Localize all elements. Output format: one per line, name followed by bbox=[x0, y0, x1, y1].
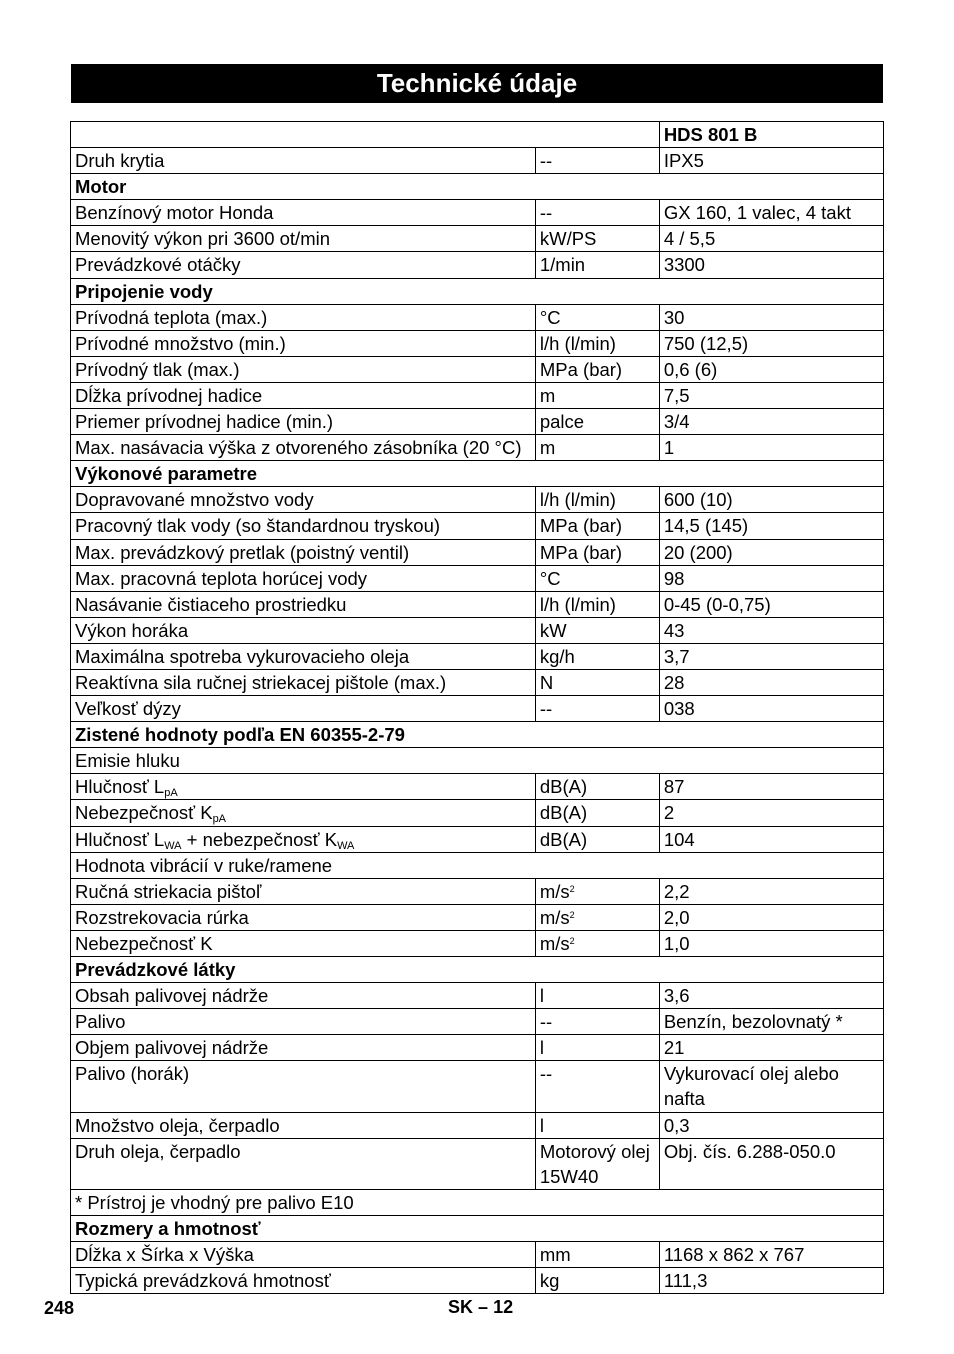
row-label bbox=[71, 409, 536, 435]
row-value: 4 / 5,5 bbox=[659, 226, 883, 252]
row-label-text: Dĺžka x Šírka x Výška bbox=[75, 1244, 254, 1266]
row-unit bbox=[535, 800, 659, 826]
row-label bbox=[71, 669, 536, 695]
row-unit bbox=[535, 356, 659, 382]
row-unit bbox=[535, 669, 659, 695]
row-label-text: Palivo bbox=[75, 1011, 126, 1033]
table-row bbox=[71, 643, 884, 669]
row-unit bbox=[535, 930, 659, 956]
row-label bbox=[71, 382, 536, 408]
row-label bbox=[71, 930, 536, 956]
row-label-text: Max. nasávacia výška z otvoreného zásobníka (20 °C) bbox=[75, 437, 522, 459]
row-unit-text: MPa (bar) bbox=[539, 358, 623, 380]
row-label-text: Prívodná teplota (max.) bbox=[75, 306, 268, 328]
row-label-text: Prívodný tlak (max.) bbox=[75, 358, 240, 380]
table-row bbox=[71, 930, 884, 956]
row-label bbox=[71, 1138, 536, 1189]
row-label-text: Prevádzkové otáčky bbox=[75, 254, 241, 276]
row-label-text: Pracovný tlak vody (so štandardnou tryskou) bbox=[75, 515, 441, 537]
row-value: 038 bbox=[659, 696, 883, 722]
row-value: 98 bbox=[659, 565, 883, 591]
row-unit-text: mm bbox=[539, 1244, 571, 1266]
table-row bbox=[71, 226, 884, 252]
table-row bbox=[71, 774, 884, 800]
row-label bbox=[71, 904, 536, 930]
header-empty-cell bbox=[71, 122, 660, 148]
row-value: 111,3 bbox=[659, 1268, 883, 1294]
row-unit-text: l bbox=[539, 985, 544, 1007]
footnote: * Prístroj je vhodný pre palivo E10 bbox=[71, 1189, 884, 1215]
section-header-row bbox=[71, 461, 884, 487]
row-label-text: Max. prevádzkový pretlak (poistný ventil) bbox=[75, 541, 410, 563]
section-header-row bbox=[71, 278, 884, 304]
row-label bbox=[71, 1061, 536, 1112]
row-value: 0,3 bbox=[659, 1112, 883, 1138]
row-unit-text: °C bbox=[539, 306, 561, 328]
row-label-text: Objem palivovej nádrže bbox=[75, 1037, 269, 1059]
row-value: 104 bbox=[659, 826, 883, 852]
row-unit-text: -- bbox=[539, 150, 553, 172]
footer-lang: SK bbox=[448, 1297, 474, 1317]
row-label bbox=[71, 148, 536, 174]
row-unit-text: m/s bbox=[539, 932, 570, 954]
row-label bbox=[71, 1268, 536, 1294]
row-label-text: Palivo (horák) bbox=[75, 1063, 190, 1085]
section-header-row bbox=[71, 174, 884, 200]
row-label-text: Výkon horáka bbox=[75, 619, 189, 641]
row-value: 2,0 bbox=[659, 904, 883, 930]
row-label-text-2: + nebezpečnosť K bbox=[181, 828, 338, 850]
row-unit bbox=[535, 252, 659, 278]
row-label-text: Maximálna spotreba vykurovacieho oleja bbox=[75, 645, 410, 667]
table-header-row bbox=[71, 122, 884, 148]
row-label-text: Veľkosť dýzy bbox=[75, 698, 181, 720]
table-row bbox=[71, 252, 884, 278]
row-unit-text: N bbox=[539, 671, 554, 693]
table-row bbox=[71, 983, 884, 1009]
row-unit-text: -- bbox=[539, 1063, 553, 1085]
table-row bbox=[71, 1112, 884, 1138]
row-label bbox=[71, 696, 536, 722]
row-unit bbox=[535, 878, 659, 904]
row-unit bbox=[535, 226, 659, 252]
row-unit-text: l bbox=[539, 1037, 544, 1059]
row-unit bbox=[535, 904, 659, 930]
row-value: Obj. čís. 6.288-050.0 bbox=[659, 1138, 883, 1189]
row-unit-text: l/h (l/min) bbox=[539, 332, 616, 354]
section-heading: Prevádzkové látky bbox=[71, 957, 884, 983]
label-subscript: WA bbox=[164, 839, 182, 852]
section-heading: Pripojenie vody bbox=[71, 278, 884, 304]
row-label-text: Rozstrekovacia rúrka bbox=[75, 906, 249, 928]
row-unit-text: m/s bbox=[539, 880, 570, 902]
row-unit bbox=[535, 1138, 659, 1189]
row-unit bbox=[535, 200, 659, 226]
section-header-row bbox=[71, 1215, 884, 1241]
row-value: 3300 bbox=[659, 252, 883, 278]
row-label-text: Nebezpečnosť K bbox=[75, 802, 213, 824]
table-row bbox=[71, 800, 884, 826]
table-row bbox=[71, 617, 884, 643]
row-unit bbox=[535, 330, 659, 356]
subsection-row bbox=[71, 852, 884, 878]
row-label-text: Dopravované množstvo vody bbox=[75, 489, 314, 511]
row-label bbox=[71, 487, 536, 513]
row-unit bbox=[535, 1061, 659, 1112]
row-label-text: Priemer prívodnej hadice (min.) bbox=[75, 411, 334, 433]
row-label bbox=[71, 435, 536, 461]
row-unit bbox=[535, 617, 659, 643]
row-value: 1,0 bbox=[659, 930, 883, 956]
row-unit bbox=[535, 304, 659, 330]
table-row bbox=[71, 904, 884, 930]
row-value: 28 bbox=[659, 669, 883, 695]
row-label-text: Reaktívna sila ručnej striekacej pištole (max.) bbox=[75, 671, 447, 693]
row-value: 7,5 bbox=[659, 382, 883, 408]
row-unit-text: MPa (bar) bbox=[539, 515, 623, 537]
technical-data-table bbox=[70, 121, 884, 1294]
row-unit bbox=[535, 591, 659, 617]
row-unit-text: kW bbox=[539, 619, 567, 641]
table-row bbox=[71, 200, 884, 226]
row-unit-text: kW/PS bbox=[539, 228, 597, 250]
row-label bbox=[71, 774, 536, 800]
row-unit-text: 1/min bbox=[539, 254, 586, 276]
row-label-text: Prívodné množstvo (min.) bbox=[75, 332, 286, 354]
row-label bbox=[71, 226, 536, 252]
note-row bbox=[71, 1189, 884, 1215]
table-row bbox=[71, 565, 884, 591]
row-label bbox=[71, 800, 536, 826]
row-label bbox=[71, 826, 536, 852]
row-unit-text: l/h (l/min) bbox=[539, 489, 616, 511]
row-value: GX 160, 1 valec, 4 takt bbox=[659, 200, 883, 226]
row-label bbox=[71, 330, 536, 356]
row-unit-text: °C bbox=[539, 567, 561, 589]
table-row bbox=[71, 826, 884, 852]
footer-dash: – bbox=[478, 1297, 489, 1317]
page-title: Technické údaje bbox=[71, 64, 883, 103]
row-label-text: Obsah palivovej nádrže bbox=[75, 985, 269, 1007]
row-unit bbox=[535, 1009, 659, 1035]
row-unit bbox=[535, 565, 659, 591]
row-value: 2,2 bbox=[659, 878, 883, 904]
table-row bbox=[71, 696, 884, 722]
row-unit-text: m bbox=[539, 384, 556, 406]
row-label-text: Max. pracovná teplota horúcej vody bbox=[75, 567, 368, 589]
table-row bbox=[71, 1138, 884, 1189]
row-label bbox=[71, 1035, 536, 1061]
row-label bbox=[71, 1242, 536, 1268]
row-value: 14,5 (145) bbox=[659, 513, 883, 539]
row-label bbox=[71, 878, 536, 904]
row-unit bbox=[535, 983, 659, 1009]
row-label-text: Typická prevádzková hmotnosť bbox=[75, 1270, 331, 1292]
row-unit-text: dB(A) bbox=[539, 828, 588, 850]
row-unit-text: -- bbox=[539, 1011, 553, 1033]
table-row bbox=[71, 148, 884, 174]
row-unit-text: dB(A) bbox=[539, 802, 588, 824]
row-value: 600 (10) bbox=[659, 487, 883, 513]
row-value: 0,6 (6) bbox=[659, 356, 883, 382]
label-subscript: pA bbox=[212, 813, 227, 826]
row-unit-text: -- bbox=[539, 202, 553, 224]
row-unit-text: kg bbox=[539, 1270, 560, 1292]
row-value: 20 (200) bbox=[659, 539, 883, 565]
row-label-text: Benzínový motor Honda bbox=[75, 202, 274, 224]
subsection-heading: Hodnota vibrácií v ruke/ramene bbox=[71, 852, 884, 878]
row-label-text: Nasávanie čistiaceho prostriedku bbox=[75, 593, 347, 615]
row-label bbox=[71, 1112, 536, 1138]
section-header-row bbox=[71, 722, 884, 748]
footer-section-number: 12 bbox=[493, 1297, 514, 1317]
row-value: 2 bbox=[659, 800, 883, 826]
row-unit-text: -- bbox=[539, 698, 553, 720]
table-row bbox=[71, 382, 884, 408]
row-label-text: Hlučnosť L bbox=[75, 776, 165, 798]
row-unit-text: dB(A) bbox=[539, 776, 588, 798]
table-row bbox=[71, 487, 884, 513]
section-heading: Rozmery a hmotnosť bbox=[71, 1215, 884, 1241]
row-label bbox=[71, 513, 536, 539]
subsection-row bbox=[71, 748, 884, 774]
row-unit bbox=[535, 487, 659, 513]
row-value: IPX5 bbox=[659, 148, 883, 174]
table-row bbox=[71, 1061, 884, 1112]
row-value: 87 bbox=[659, 774, 883, 800]
row-unit-text: l/h (l/min) bbox=[539, 593, 616, 615]
row-unit bbox=[535, 826, 659, 852]
table-row bbox=[71, 356, 884, 382]
row-label-text: Menovitý výkon pri 3600 ot/min bbox=[75, 228, 331, 250]
row-unit bbox=[535, 513, 659, 539]
section-heading: Výkonové parametre bbox=[71, 461, 884, 487]
row-value: 43 bbox=[659, 617, 883, 643]
subsection-heading: Emisie hluku bbox=[71, 748, 884, 774]
row-value: 21 bbox=[659, 1035, 883, 1061]
row-value: 3/4 bbox=[659, 409, 883, 435]
table-row bbox=[71, 1009, 884, 1035]
label-subscript-2: WA bbox=[337, 839, 355, 852]
row-unit bbox=[535, 774, 659, 800]
row-value: 1 bbox=[659, 435, 883, 461]
footer-section-page bbox=[448, 1297, 513, 1318]
row-unit bbox=[535, 382, 659, 408]
model-header: HDS 801 B bbox=[659, 122, 883, 148]
row-unit bbox=[535, 409, 659, 435]
row-unit-text: Motorový olej 15W40 bbox=[539, 1140, 650, 1187]
section-heading: Zistené hodnoty podľa EN 60355-2-79 bbox=[71, 722, 884, 748]
row-value: 3,6 bbox=[659, 983, 883, 1009]
row-unit bbox=[535, 696, 659, 722]
row-unit-text: MPa (bar) bbox=[539, 541, 623, 563]
unit-superscript: 2 bbox=[569, 935, 575, 946]
row-label-text: Druh krytia bbox=[75, 150, 165, 172]
row-unit bbox=[535, 1268, 659, 1294]
row-label-text: Nebezpečnosť K bbox=[75, 932, 213, 954]
row-label bbox=[71, 591, 536, 617]
row-label-text: Druh oleja, čerpadlo bbox=[75, 1140, 241, 1162]
row-unit-text: l bbox=[539, 1114, 544, 1136]
table-row bbox=[71, 409, 884, 435]
row-label-text: Dĺžka prívodnej hadice bbox=[75, 384, 263, 406]
row-label bbox=[71, 565, 536, 591]
row-unit-text: palce bbox=[539, 411, 585, 433]
unit-superscript: 2 bbox=[569, 909, 575, 920]
row-value: 0-45 (0-0,75) bbox=[659, 591, 883, 617]
label-subscript: pA bbox=[164, 787, 178, 800]
unit-superscript: 2 bbox=[569, 883, 575, 894]
row-value: 1168 x 862 x 767 bbox=[659, 1242, 883, 1268]
row-label-text: Množstvo oleja, čerpadlo bbox=[75, 1114, 280, 1136]
section-heading: Motor bbox=[71, 174, 884, 200]
row-unit bbox=[535, 539, 659, 565]
row-unit-text: kg/h bbox=[539, 645, 575, 667]
row-label-text: Hlučnosť L bbox=[75, 828, 165, 850]
row-unit bbox=[535, 1242, 659, 1268]
row-unit bbox=[535, 1035, 659, 1061]
row-unit bbox=[535, 148, 659, 174]
row-unit bbox=[535, 643, 659, 669]
table-row bbox=[71, 539, 884, 565]
row-label bbox=[71, 304, 536, 330]
page-number: 248 bbox=[44, 1298, 75, 1318]
section-header-row bbox=[71, 957, 884, 983]
table-row bbox=[71, 1035, 884, 1061]
table-row bbox=[71, 1268, 884, 1294]
row-unit bbox=[535, 1112, 659, 1138]
row-label bbox=[71, 643, 536, 669]
table-row bbox=[71, 878, 884, 904]
row-label bbox=[71, 252, 536, 278]
table-row bbox=[71, 591, 884, 617]
row-label-text: Ručná striekacia pištoľ bbox=[75, 880, 262, 902]
row-label bbox=[71, 983, 536, 1009]
table-row bbox=[71, 304, 884, 330]
row-label bbox=[71, 1009, 536, 1035]
row-label bbox=[71, 539, 536, 565]
table-row bbox=[71, 513, 884, 539]
row-value: 3,7 bbox=[659, 643, 883, 669]
row-value: Vykurovací olej alebo nafta bbox=[659, 1061, 883, 1112]
row-label bbox=[71, 356, 536, 382]
row-value: 750 (12,5) bbox=[659, 330, 883, 356]
table-row bbox=[71, 669, 884, 695]
row-value: Benzín, bezolovnatý * bbox=[659, 1009, 883, 1035]
row-unit bbox=[535, 435, 659, 461]
row-label bbox=[71, 617, 536, 643]
table-row bbox=[71, 435, 884, 461]
table-row bbox=[71, 1242, 884, 1268]
table-row bbox=[71, 330, 884, 356]
row-value: 30 bbox=[659, 304, 883, 330]
row-unit-text: m bbox=[539, 437, 556, 459]
row-unit-text: m/s bbox=[539, 906, 570, 928]
row-label bbox=[71, 200, 536, 226]
